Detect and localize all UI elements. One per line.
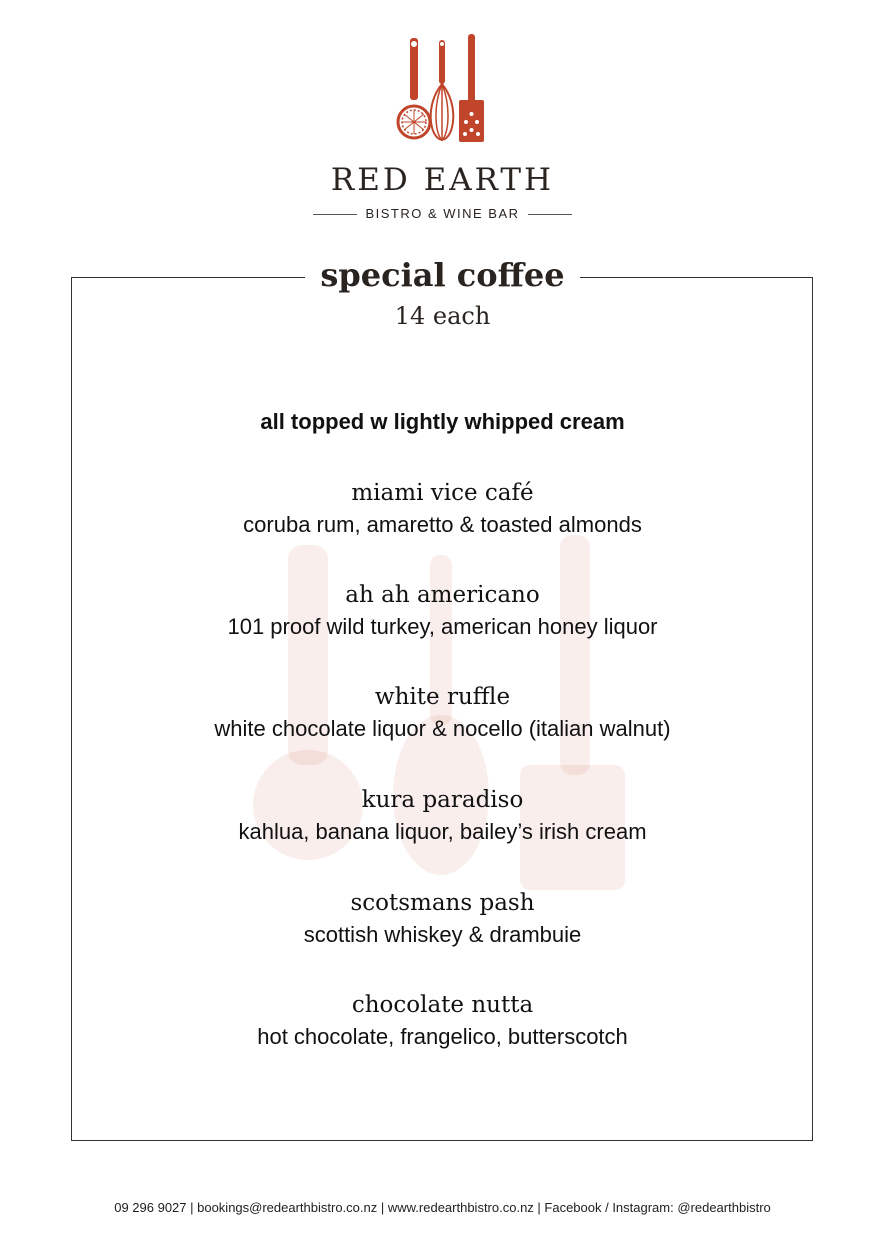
menu-item-name: miami vice café (351, 480, 534, 506)
footer-contact: 09 296 9027 | bookings@redearthbistro.co.nz | www.redearthbistro.co.nz | Facebook / Instagram: @redearthbistro (114, 1200, 771, 1215)
brand-subtitle (0, 206, 885, 221)
menu-item (0, 785, 885, 849)
menu-item-name: ah ah americano (345, 582, 540, 608)
strainer-icon (398, 38, 430, 138)
menu-item (0, 580, 885, 644)
menu-item (0, 682, 885, 746)
brand-logo (0, 34, 885, 144)
menu-item-name: chocolate nutta (351, 992, 534, 1018)
menu-item-description: coruba rum, amaretto & toasted almonds (243, 512, 642, 537)
menu-subheading: all topped w lightly whipped cream (260, 409, 625, 434)
divider (313, 214, 357, 215)
menu-item (0, 478, 885, 542)
menu-item-description: scottish whiskey & drambuie (303, 922, 582, 947)
whisk-icon (430, 40, 453, 140)
menu-price: 14 each (394, 302, 491, 330)
menu-item (0, 990, 885, 1054)
brand-subtitle-text: BISTRO & WINE BAR (365, 206, 520, 221)
logo-utensils (373, 34, 513, 144)
divider (528, 214, 572, 215)
menu-item-name: scotsmans pash (350, 890, 535, 916)
menu-title: special coffee (320, 256, 565, 294)
menu-item-description: kahlua, banana liquor, bailey’s irish cream (238, 819, 647, 844)
spatula-icon (459, 34, 484, 142)
menu-item-description: 101 proof wild turkey, american honey liquor (227, 614, 658, 639)
menu-item (0, 888, 885, 952)
menu-item-description: white chocolate liquor & nocello (italian walnut) (214, 716, 671, 741)
brand-name: RED EARTH (330, 162, 555, 198)
menu-item-name: kura paradiso (361, 787, 524, 813)
menu-item-name: white ruffle (374, 684, 511, 710)
menu-item-description: hot chocolate, frangelico, butterscotch (257, 1024, 628, 1049)
